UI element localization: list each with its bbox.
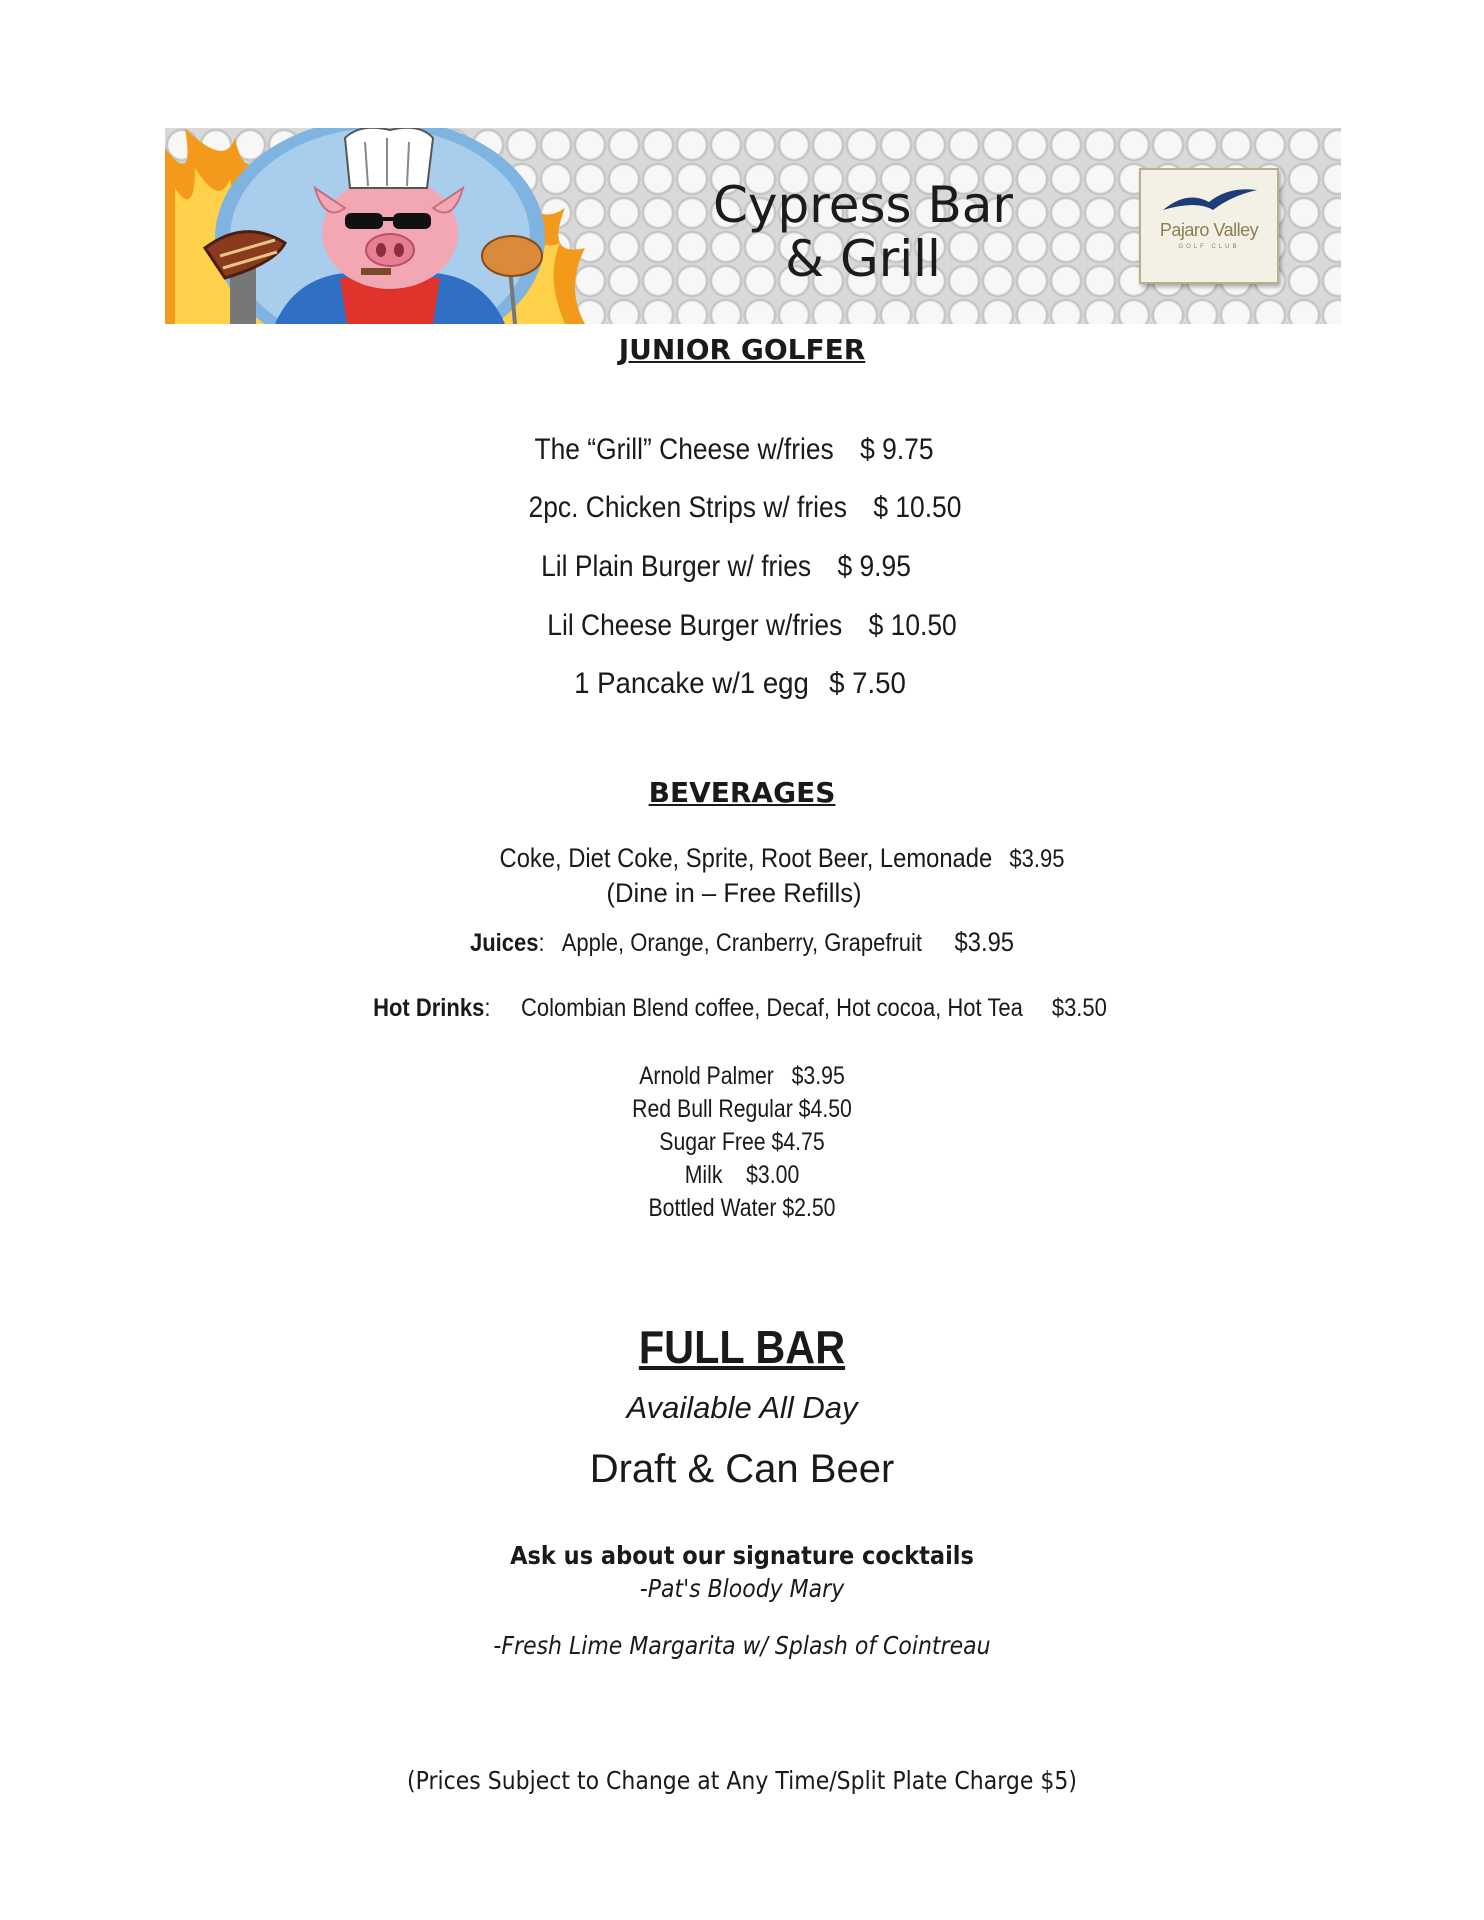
- logo-subtext: GOLF CLUB: [1178, 244, 1240, 250]
- beverages-heading: BEVERAGES: [648, 776, 836, 809]
- price-disclaimer: (Prices Subject to Change at Any Time/Split Plate Charge $5): [407, 1766, 1077, 1795]
- hot-drinks-line: Hot Drinks: Colombian Blend coffee, Decaf, Hot cocoa, Hot Tea $3.50: [373, 994, 1107, 1022]
- item-name: Lil Plain Burger w/ fries: [541, 550, 812, 583]
- item-price: $ 9.75: [860, 433, 934, 466]
- item-price: $ 10.50: [873, 491, 962, 524]
- menu-item: [73, 550, 1379, 584]
- menu-item: [99, 609, 1405, 643]
- seagull-icon: [1157, 180, 1261, 220]
- menu-item: [92, 491, 1398, 525]
- juices-price: $3.95: [954, 927, 1015, 957]
- beverage-item: Sugar Free $4.75: [659, 1128, 825, 1156]
- beverage-item: Bottled Water $2.50: [648, 1194, 836, 1222]
- header-banner: [165, 128, 1341, 324]
- sodas-price: $3.95: [1009, 845, 1065, 873]
- menu-item: [57, 667, 1422, 701]
- item-name: Lil Cheese Burger w/fries: [547, 609, 843, 642]
- menu-item: [81, 433, 1387, 467]
- cocktail-item: -Fresh Lime Margarita w/ Splash of Cointreau: [493, 1631, 991, 1660]
- beverage-item: Red Bull Regular $4.50: [632, 1095, 852, 1123]
- cocktail-item: -Pat's Bloody Mary: [639, 1574, 845, 1603]
- item-price: $ 10.50: [868, 609, 957, 642]
- title-line-1: Cypress Bar: [713, 176, 1013, 234]
- signature-cocktails-heading: Ask us about our signature cocktails: [510, 1541, 974, 1570]
- logo-text: Pajaro Valley: [1159, 220, 1259, 240]
- juices-list: Apple, Orange, Cranberry, Grapefruit: [561, 929, 923, 957]
- beverage-item: Milk $3.00: [684, 1161, 800, 1189]
- beverage-item: Arnold Palmer $3.95: [639, 1062, 845, 1090]
- item-name: The “Grill” Cheese w/fries: [534, 433, 834, 466]
- junior-golfer-heading: JUNIOR GOLFER: [618, 333, 866, 366]
- sodas-note: (Dine in – Free Refills): [606, 878, 862, 908]
- sodas-list: Coke, Diet Coke, Sprite, Root Beer, Lemonade: [499, 843, 993, 873]
- full-bar-subtitle: Available All Day: [626, 1390, 858, 1425]
- full-bar-heading: FULL BAR: [638, 1321, 846, 1373]
- item-name: 1 Pancake w/1 egg: [574, 667, 809, 700]
- item-price: $ 7.50: [829, 667, 906, 700]
- club-logo: [1139, 168, 1279, 284]
- juices-label: Juices: [469, 929, 539, 957]
- hot-drinks-label: Hot Drinks: [373, 994, 485, 1022]
- sodas-line: [129, 843, 1435, 874]
- juices-line: Juices: Apple, Orange, Cranberry, Grapefruit $3.95: [469, 927, 1015, 957]
- hot-drinks-price: $3.50: [1051, 994, 1107, 1022]
- item-name: 2pc. Chicken Strips w/ fries: [528, 491, 847, 524]
- hot-drinks-list: Colombian Blend coffee, Decaf, Hot cocoa, Hot Tea: [521, 994, 1023, 1022]
- title-line-2: & Grill: [785, 230, 941, 288]
- item-price: $ 9.95: [837, 550, 911, 583]
- draft-beer-line: Draft & Can Beer: [589, 1447, 895, 1491]
